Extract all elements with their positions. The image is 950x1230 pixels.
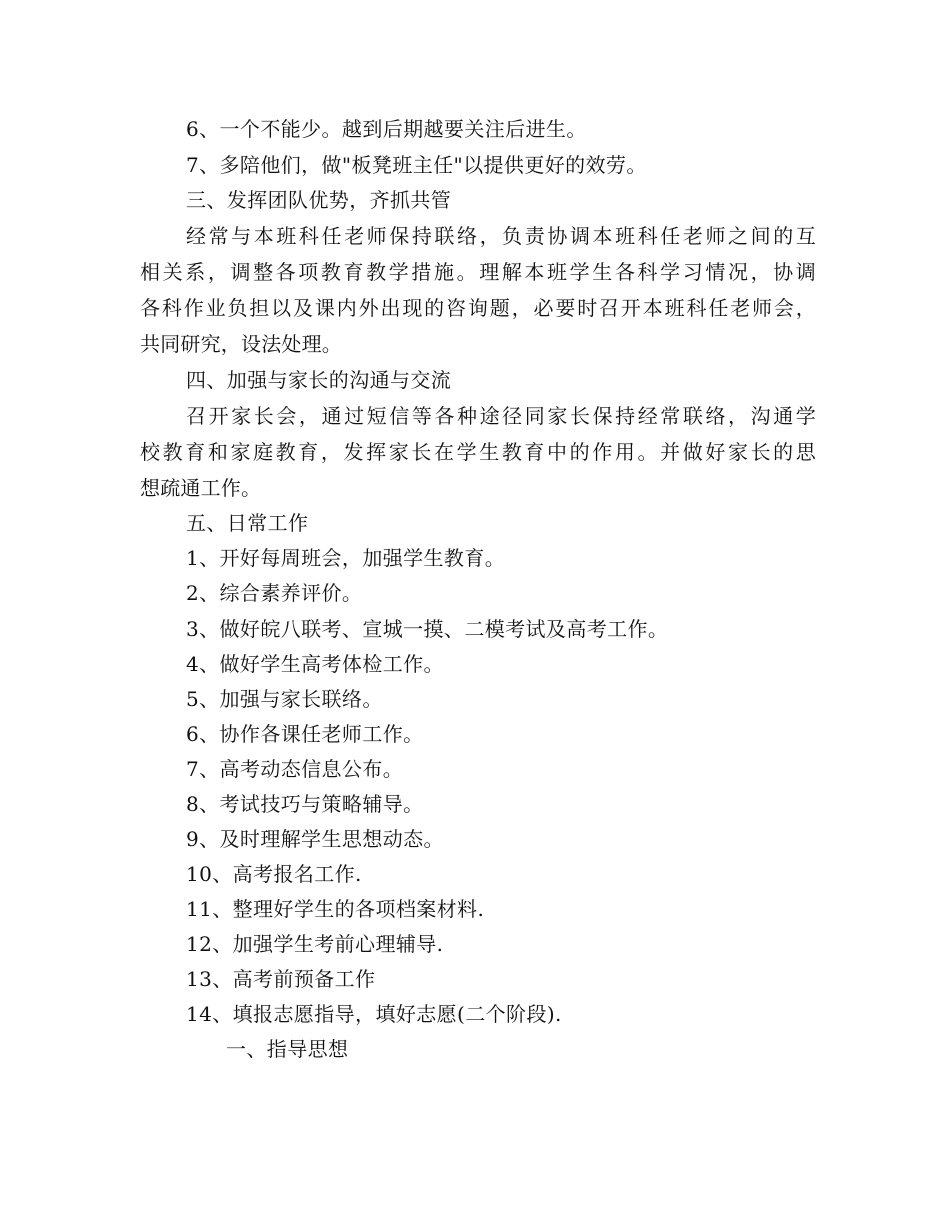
list-item: 6、一个不能少。越到后期越要关注后进生。 (186, 117, 587, 141)
paragraph-line: 经常与本班科任老师保持联络，负责协调本班科任老师之间的互 (186, 224, 816, 248)
section-heading: 三、发挥团队优势，齐抓共管 (186, 188, 452, 212)
list-item: 1、开好每周班会，加强学生教育。 (186, 546, 506, 570)
paragraph-line: 召开家长会，通过短信等各种途径同家长保持经常联络，沟通学 (186, 404, 816, 428)
list-item: 14、填报志愿指导，填好志愿(二个阶段). (186, 1002, 562, 1026)
paragraph-line: 相关系，调整各项教育教学措施。理解本班学生各科学习情况，协调 (140, 260, 816, 284)
section-heading: 五、日常工作 (186, 511, 309, 535)
list-item: 11、整理好学生的各项档案材料. (186, 897, 485, 921)
list-item: 5、加强与家长联络。 (186, 687, 383, 711)
list-item: 10、高考报名工作. (186, 862, 362, 886)
list-item: 7、高考动态信息公布。 (186, 757, 404, 781)
list-item: 7、多陪他们，做"板凳班主任"以提供更好的效劳。 (186, 153, 647, 177)
list-item: 4、做好学生高考体检工作。 (186, 652, 444, 676)
section-heading: 一、指导思想 (226, 1037, 349, 1061)
list-item: 3、做好皖八联考、宣城一摸、二模考试及高考工作。 (186, 617, 669, 641)
list-item: 9、及时理解学生思想动态。 (186, 827, 444, 851)
list-item: 13、高考前预备工作 (186, 967, 376, 991)
section-heading: 四、加强与家长的沟通与交流 (186, 368, 452, 392)
paragraph-line: 各科作业负担以及课内外出现的咨询题，必要时召开本班科任老师会， (140, 296, 816, 320)
paragraph-line: 想疏通工作。 (140, 476, 262, 500)
list-item: 2、综合素养评价。 (186, 581, 363, 605)
list-item: 12、加强学生考前心理辅导. (186, 932, 444, 956)
list-item: 6、协作各课任老师工作。 (186, 722, 424, 746)
paragraph-line: 校教育和家庭教育，发挥家长在学生教育中的作用。并做好家长的思 (140, 440, 816, 464)
list-item: 8、考试技巧与策略辅导。 (186, 792, 424, 816)
paragraph-line: 共同研究，设法处理。 (140, 332, 342, 356)
